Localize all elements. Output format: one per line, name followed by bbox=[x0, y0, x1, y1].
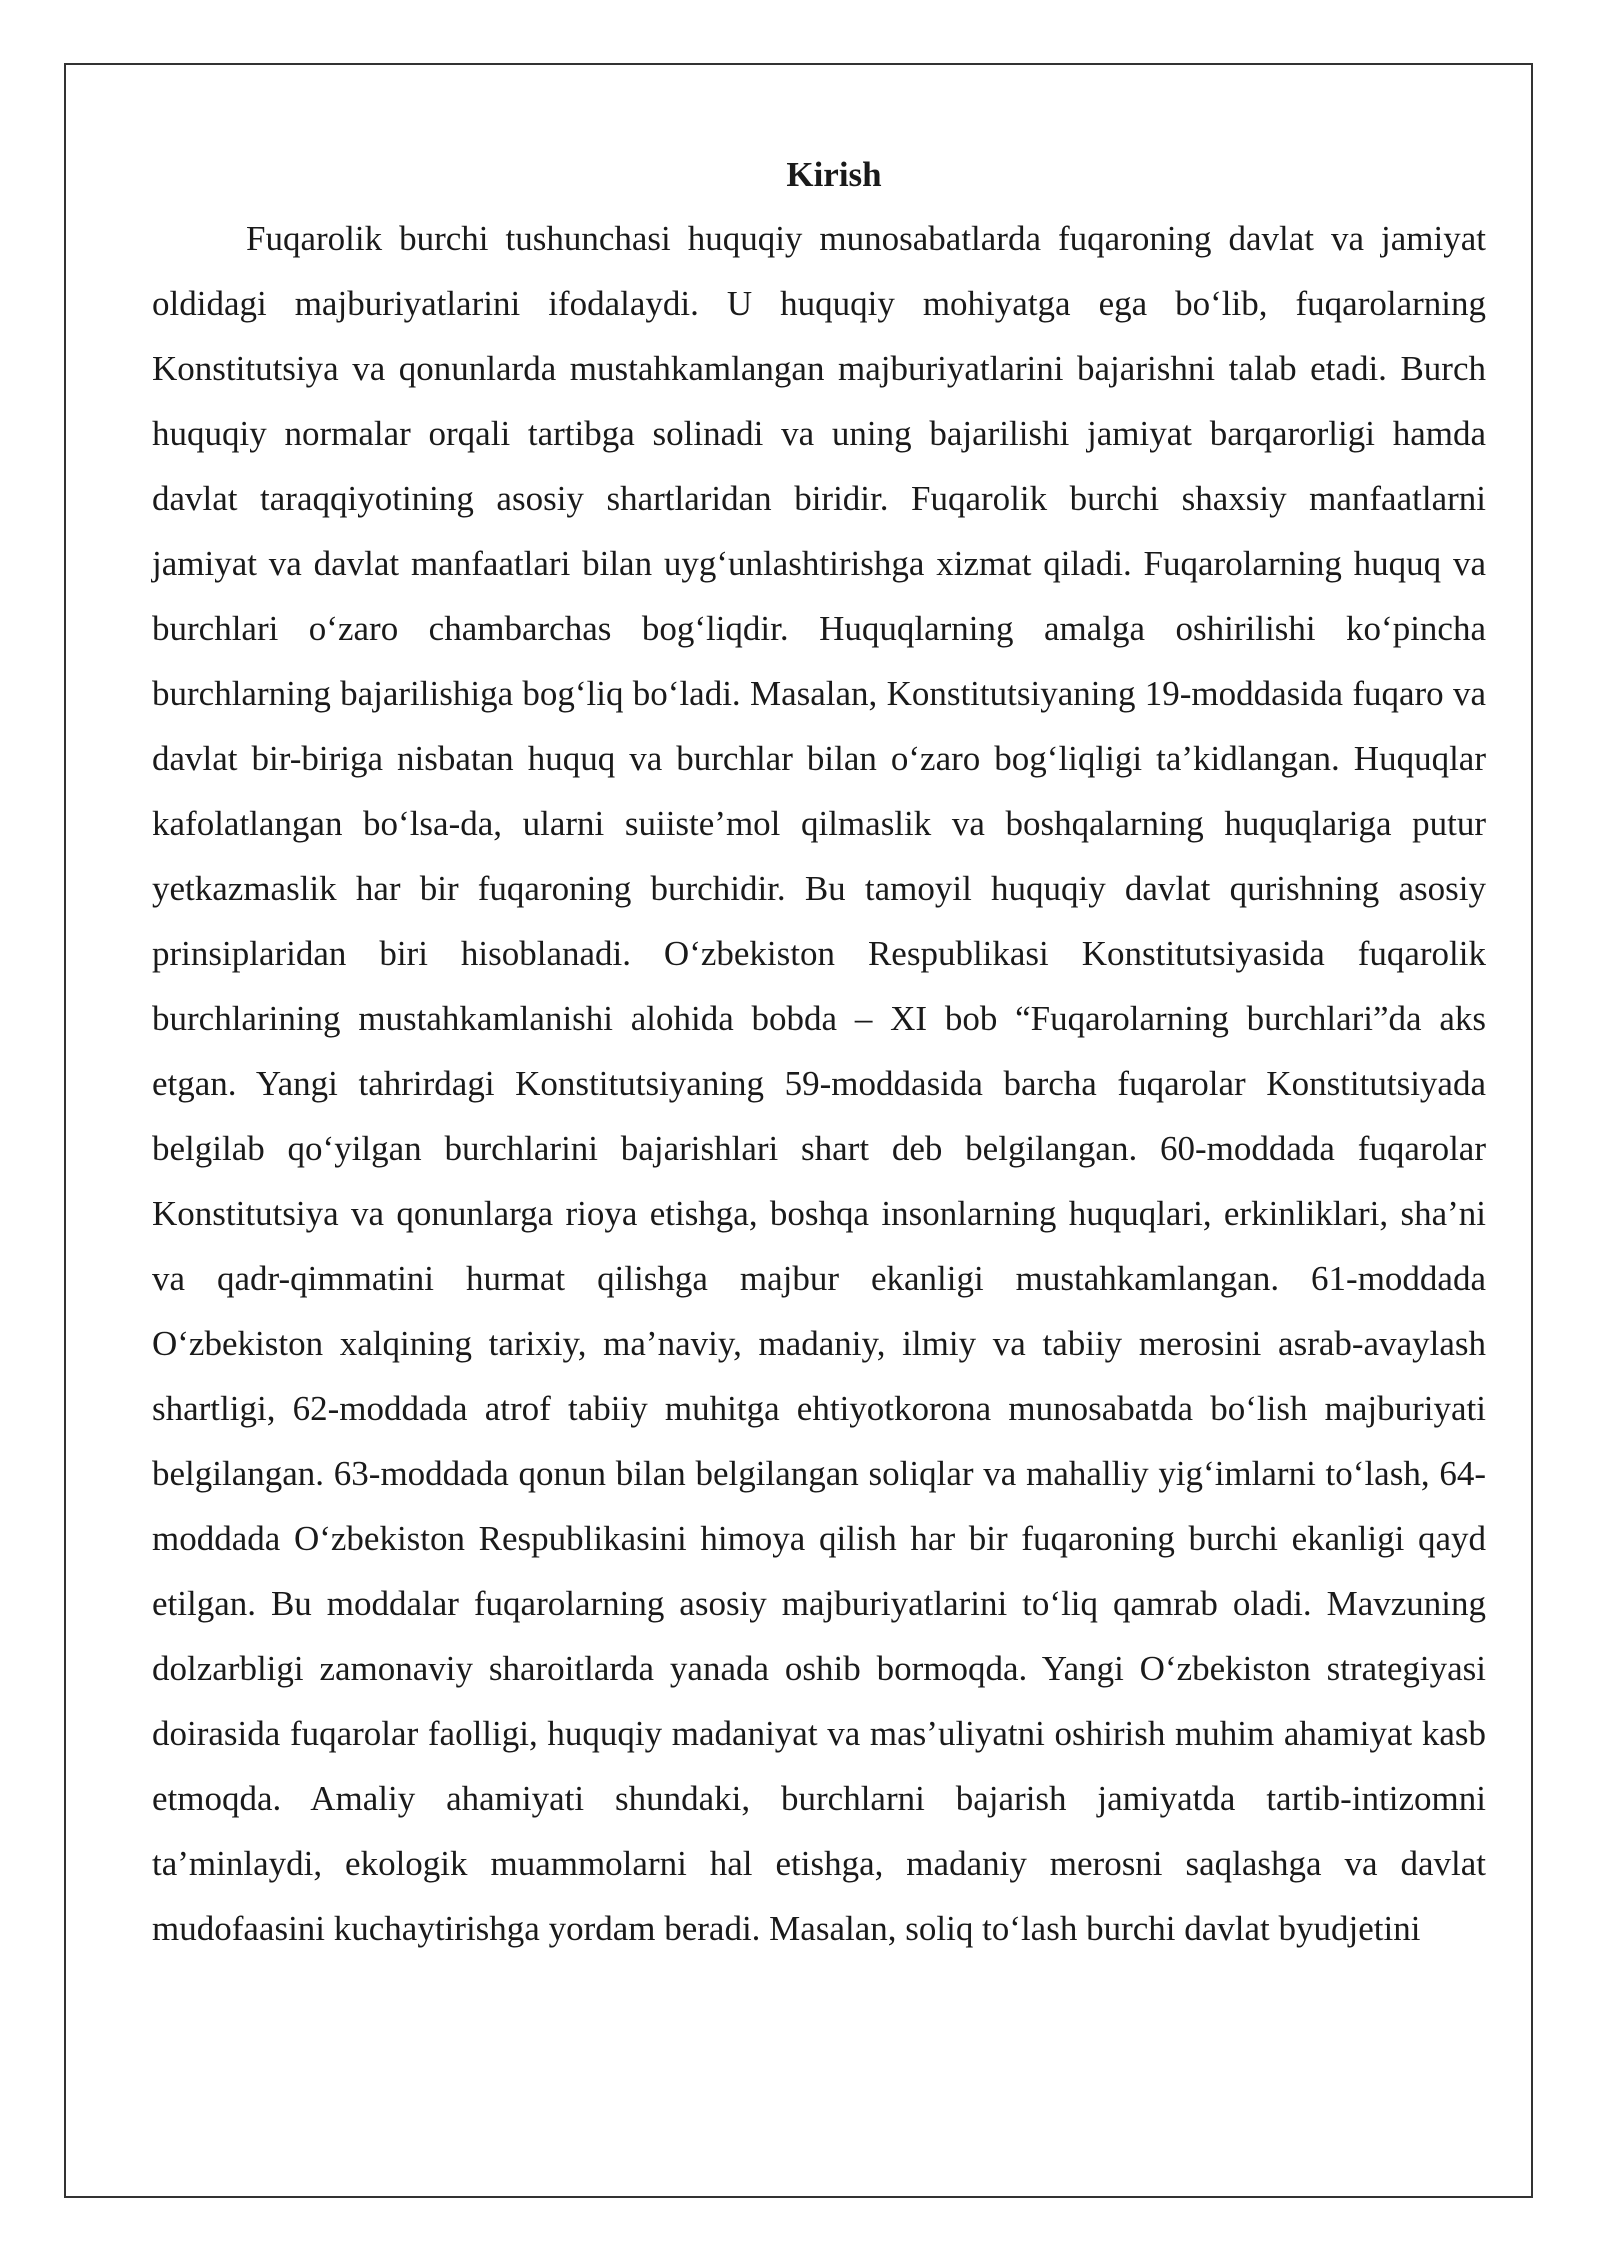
document-title: Kirish bbox=[786, 155, 882, 194]
document-body bbox=[152, 150, 1486, 1961]
body-paragraph: Fuqarolik burchi tushunchasi huquqiy munosabatlarda fuqaroning davlat va jamiyat oldidagi majburiyatlarini ifodalaydi. U huquqiy mohiyatga ega bo‘lib, fuqarolarning Konstitutsiya va qonunlarda mustahkamlangan majburiyatlarini bajarishni talab etadi. Burch huquqiy normalar orqali tartibga solinadi va uning bajarilishi jamiyat barqarorligi hamda davlat taraqqiyotining asosiy shartlaridan biridir. Fuqarolik burchi shaxsiy manfaatlarni jamiyat va davlat manfaatlari bilan uyg‘unlashtirishga xizmat qiladi. Fuqarolarning huquq va burchlari o‘zaro chambarchas bog‘liqdir. Huquqlarning amalga oshirilishi ko‘pincha burchlarning bajarilishiga bog‘liq bo‘ladi. Masalan, Konstitutsiyaning 19-moddasida fuqaro va davlat bir-biriga nisbatan huquq va burchlar bilan o‘zaro bog‘liqligi ta’kidlangan. Huquqlar kafolatlangan bo‘lsa-da, ularni suiiste’mol qilmaslik va boshqalarning huquqlariga putur yetkazmaslik har bir fuqaroning burchidir. Bu tamoyil huquqiy davlat qurishning asosiy prinsiplaridan biri hisoblanadi. O‘zbekiston Respublikasi Konstitutsiyasida fuqarolik burchlarining mustahkamlanishi alohida bobda – XI bob “Fuqarolarning burchlari”da aks etgan. Yangi tahrirdagi Konstitutsiyaning 59-moddasida barcha fuqarolar Konstitutsiyada belgilab qo‘yilgan burchlarini bajarishlari shart deb belgilangan. 60-moddada fuqarolar Konstitutsiya va qonunlarga rioya etishga, boshqa insonlarning huquqlari, erkinliklari, sha’ni va qadr-qimmatini hurmat qilishga majbur ekanligi mustahkamlangan. 61-moddada O‘zbekiston xalqining tarixiy, ma’naviy, madaniy, ilmiy va tabiiy merosini asrab-avaylash shartligi, 62-moddada atrof tabiiy muhitga ehtiyotkorona munosabatda bo‘lish majburiyati belgilangan. 63-moddada qonun bilan belgilangan soliqlar va mahalliy yig‘imlarni to‘lash, 64-moddada O‘zbekiston Respublikasini himoya qilish har bir fuqaroning burchi ekanligi qayd etilgan. Bu moddalar fuqarolarning asosiy majburiyatlarini to‘liq qamrab oladi. Mavzuning dolzarbligi zamonaviy sharoitlarda yanada oshib bormoqda. Yangi O‘zbekiston strategiyasi doirasida fuqarolar faolligi, huquqiy madaniyat va mas’uliyatni oshirish muhim ahamiyat kasb etmoqda. Amaliy ahamiyati shundaki, burchlarni bajarish jamiyatda tartib-intizomni ta’minlaydi, ekologik muammolarni hal etishga, madaniy merosni saqlashga va davlat mudofaasini kuchaytirishga yordam beradi. Masalan, soliq to‘lash burchi davlat byudjetini bbox=[152, 219, 1486, 1948]
